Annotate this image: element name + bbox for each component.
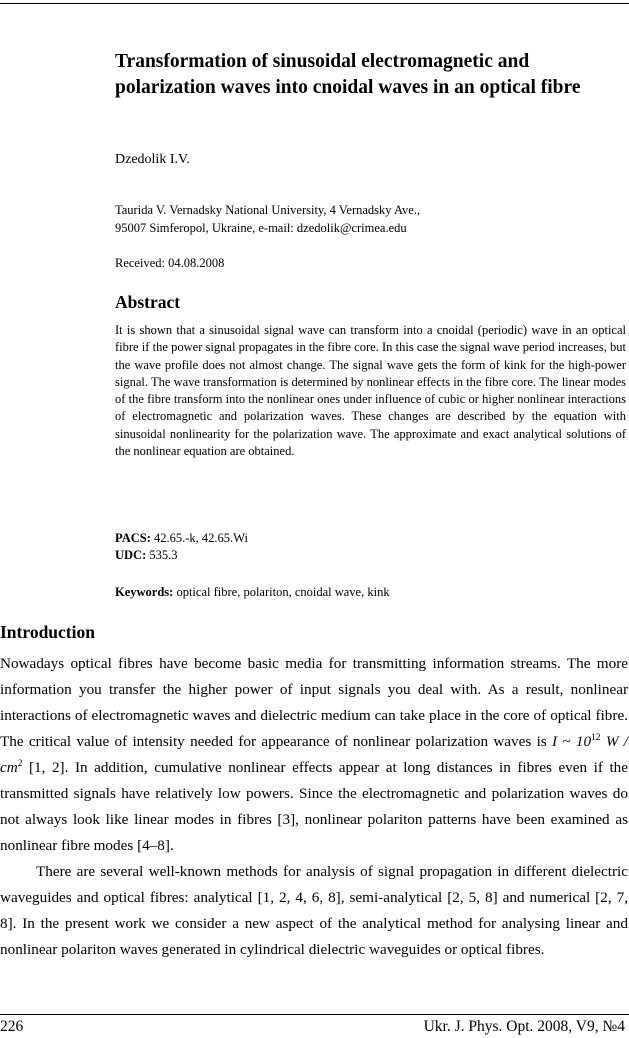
footer-rule [0, 1014, 629, 1015]
abstract [115, 322, 626, 460]
intro-p1-text-end: [1, 2]. In addition, cumulative nonlinear effects appear at long distances in fibres even if the transmitted signals have relatively low powers. Since the electromagnetic and polarization waves do not always look like linear modes in fibres [3], nonlinear polariton patterns have been examined as nonlinear fibre modes [4–8]. [0, 759, 628, 854]
keywords-label: Keywords: [115, 585, 174, 599]
pacs-value: 42.65.-k, 42.65.Wi [150, 531, 248, 545]
intro-body [0, 651, 628, 963]
formula-exponent: 12 [591, 733, 601, 743]
paper-title: Transformation of sinusoidal electromagnetic and polarization waves into cnoidal waves in an optical fibre [115, 51, 581, 98]
udc-value: 535.3 [146, 548, 178, 563]
affiliation [115, 201, 585, 237]
intro-p1-text: Nowadays optical fibres have become basic media for transmitting information streams. The more information you transfer the higher power of input signals you deal with. As a result, nonlinear interactions of electromagnetic waves and dielectric medium can take place in the core of optical fibre. The critical value of intensity needed for appearance of nonlinear polarization waves is [0, 655, 628, 750]
keywords-value: optical fibre, polariton, cnoidal wave, kink [173, 585, 390, 599]
pacs-label: PACS: [115, 531, 151, 545]
top-rule [0, 3, 629, 4]
page-number: 226 [0, 1018, 24, 1035]
intro-paragraph-2: There are several well-known methods for analysis of signal propagation in different dielectric waveguides and optical fibres: analytical [1, 2, 4, 6, 8], semi-analytical [2, 5, 8] and numerical [2, 7, 8]. In the present work we consider a new aspect of the analytical method for analysing linear and nonlinear polariton waves generated in cylindrical dielectric waveguides or optical fibres. [0, 863, 628, 958]
journal-reference: Ukr. J. Phys. Opt. 2008, V9, №4 [423, 1018, 625, 1035]
intro-heading: Introduction [0, 622, 95, 642]
formula-unit-exponent: 2 [17, 759, 23, 769]
affiliation-line: 95007 Simferopol, Ukraine, e-mail: dzedolik@crimea.edu [115, 221, 407, 235]
received-date: Received: 04.08.2008 [115, 256, 225, 270]
udc-label: UDC: [115, 548, 147, 563]
formula-unit: W / cm [0, 733, 628, 776]
abstract-text: It is shown that a sinusoidal signal wave can transform into a cnoidal (periodic) wave in an optical fibre if the power signal propagates in the fibre core. In this case the signal wave period increases, but the wave profile does not almost change. The signal wave gets the form of kink for the high-power signal. The wave transformation is determined by nonlinear effects in the fibre core. The linear modes of the fibre transform into the nonlinear ones under influence of cubic or higher nonlinear interactions of electromagnetic and polarization waves. These changes are described by the equation with sinusoidal nonlinearity for the polarization wave. The approximate and exact analytical solutions of the nonlinear equation are obtained. [115, 323, 626, 459]
keywords [115, 585, 390, 600]
pacs-line [115, 530, 248, 547]
authors: Dzedolik I.V. [115, 152, 190, 167]
intro-paragraph-1 [0, 651, 628, 859]
abstract-heading: Abstract [115, 292, 181, 312]
affiliation-line: Taurida V. Vernadsky National University, 4 Vernadsky Ave., [115, 203, 421, 217]
formula-base: I ~ 10 [552, 733, 592, 750]
udc-line [115, 547, 248, 564]
classification [115, 530, 248, 565]
